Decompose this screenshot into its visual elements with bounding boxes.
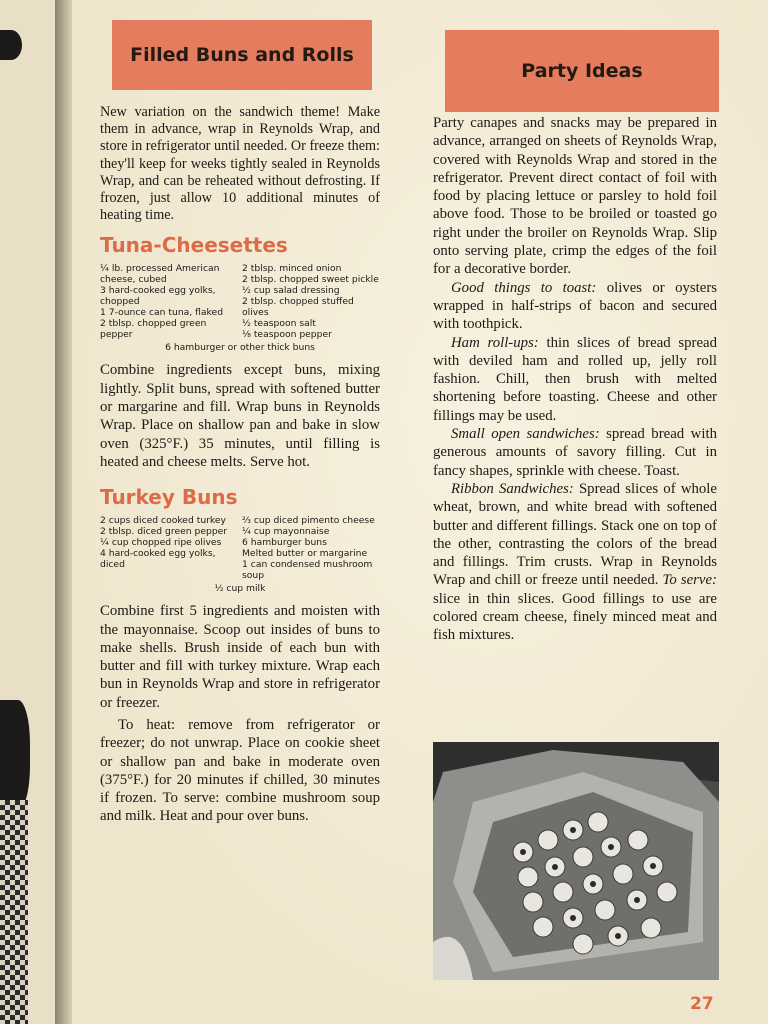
ingredient: ¼ lb. processed American cheese, cubed bbox=[100, 263, 220, 286]
right-column bbox=[433, 114, 717, 645]
ingredient: 6 hamburger buns bbox=[242, 537, 327, 549]
ingredient-footer: 6 hamburger or other thick buns bbox=[165, 342, 315, 354]
page-edge-illustration bbox=[0, 30, 22, 60]
ingredient: 4 hard-cooked egg yolks, diced bbox=[100, 548, 216, 571]
ingredient-list-turkey bbox=[100, 515, 380, 581]
left-column bbox=[100, 104, 380, 826]
ingredient: 2 tblsp. chopped stuffed olives bbox=[242, 296, 354, 319]
canape-tray-illustration bbox=[433, 742, 719, 980]
recipe-title-turkey: Turkey Buns bbox=[100, 485, 238, 510]
intro-paragraph: New variation on the sandwich theme! Make them in advance, wrap in Reynolds Wrap, and store in refrigerator until needed. Or freeze them: they'll keep for weeks tightly sealed in Reynolds Wrap, and can be reheated without defrosting. If frozen, just allow 10 additional minutes of heating time. bbox=[100, 104, 380, 224]
ingredient: ½ cup salad dressing bbox=[242, 285, 340, 297]
party-tip-toast bbox=[433, 279, 717, 334]
tip-lead: Small open sandwiches: bbox=[451, 426, 600, 443]
canape-tray-photo bbox=[433, 742, 719, 980]
ingredient-column bbox=[100, 515, 238, 581]
ingredient-column bbox=[100, 263, 238, 340]
ingredient-list-tuna bbox=[100, 263, 380, 340]
ingredient: ¼ cup mayonnaise bbox=[242, 526, 330, 538]
adjacent-page bbox=[0, 0, 60, 1024]
tip-lead: Good things to toast: bbox=[451, 279, 597, 296]
party-tip-ribbon bbox=[433, 480, 717, 645]
ingredient: ¼ cup chopped ripe olives bbox=[100, 537, 222, 549]
ingredient: 2 tblsp. chopped sweet pickle bbox=[242, 274, 379, 286]
directions-turkey: Combine first 5 ingredients and moisten with the mayonnaise. Scoop out insides of buns to make shells. Brush inside of each bun with butter and fill with turkey mixture. Wrap each bun in Reynolds Wrap and store in refrigerator or freezer. bbox=[100, 603, 380, 711]
page-number: 27 bbox=[690, 994, 714, 1014]
ingredient-footer: ½ cup milk bbox=[214, 583, 266, 595]
directions-turkey-heat: To heat: remove from refrigerator or freezer; do not unwrap. Place on cookie sheet or shallow pan and bake in moderate oven (375°F.) for 20 minutes if chilled, 30 minutes if frozen. To serve: combine mushroom soup and milk. Heat and pour over buns. bbox=[100, 716, 380, 825]
party-tip-ham bbox=[433, 334, 717, 425]
tip-text: Spread slices of whole wheat, brown, and white bread with softened butter and different fillings. Stack one on top of the other, contrasting the colors of the bread and fillings. Trim crusts. Wrap in Reynolds Wrap and chill or freeze until needed. bbox=[433, 480, 717, 589]
section-banner-party-ideas bbox=[445, 30, 719, 112]
ingredient-column bbox=[242, 263, 380, 340]
ingredient: 1 7-ounce can tuna, flaked bbox=[100, 307, 224, 319]
ingredient: ½ teaspoon salt bbox=[242, 318, 316, 330]
ingredient: 2 tblsp. minced onion bbox=[242, 263, 342, 275]
ingredient: 2 tblsp. diced green pepper bbox=[100, 526, 228, 538]
ingredient: 2 tblsp. chopped green pepper bbox=[100, 318, 207, 341]
recipe-title-tuna: Tuna-Cheesettes bbox=[100, 233, 288, 258]
ingredient: 2 cups diced cooked turkey bbox=[100, 515, 226, 527]
ingredient-column bbox=[242, 515, 380, 581]
tip-lead: Ribbon Sandwiches: bbox=[451, 480, 574, 497]
tip-lead: Ham roll-ups: bbox=[451, 334, 539, 351]
page-edge-illustration bbox=[0, 700, 30, 810]
tip-text: thin slices of bread spread with deviled ham and rolled up, jelly roll fashion. Chill, then brush with melted shortening before toasting. Cheese and other fillings may be used. bbox=[433, 334, 717, 424]
ingredient: 1 can condensed mushroom soup bbox=[242, 559, 373, 582]
ingredient: Melted butter or margarine bbox=[242, 548, 368, 560]
tip-text: slice in thin slices. Good fillings to use are colored cream cheese, finely minced meat and fish mixtures. bbox=[433, 590, 717, 644]
checkered-pattern bbox=[0, 800, 28, 1024]
party-intro: Party canapes and snacks may be prepared in advance, arranged on sheets of Reynolds Wrap, covered with Reynolds Wrap and stored in the refrigerator. Prevent direct contact of foil with food by placing lettuce or parsley to hold foil above food. Those to be broiled or toasted go right under the broiler on Reynolds Wrap. Slip onto serving plate, crimp the edges of the foil for a decorative border. bbox=[433, 115, 717, 278]
ingredient: ⅛ teaspoon pepper bbox=[242, 329, 332, 341]
party-tip-small bbox=[433, 425, 717, 480]
tip-lead: To serve: bbox=[662, 572, 717, 589]
booklet-page bbox=[72, 0, 768, 1024]
section-title: Filled Buns and Rolls bbox=[130, 44, 354, 66]
ingredient: ⅔ cup diced pimento cheese bbox=[242, 515, 375, 527]
section-title: Party Ideas bbox=[521, 60, 643, 82]
directions-tuna: Combine ingredients except buns, mixing lightly. Split buns, spread with softened butter or margarine and fill. Wrap buns in Reynolds Wrap. Place on shallow pan and bake in slow oven (325°F.) 35 minutes, until filling is heated and cheese melts. Serve hot. bbox=[100, 362, 380, 470]
tip-text: spread bread with generous amounts of savory filling. Cut in fancy shapes, sprinkle with cheese. Toast. bbox=[433, 426, 717, 479]
tip-text: olives or oysters wrapped in half-strips of bacon and secured with toothpick. bbox=[433, 279, 717, 333]
section-banner-filled-buns bbox=[112, 20, 372, 90]
ingredient: 3 hard-cooked egg yolks, chopped bbox=[100, 285, 216, 308]
